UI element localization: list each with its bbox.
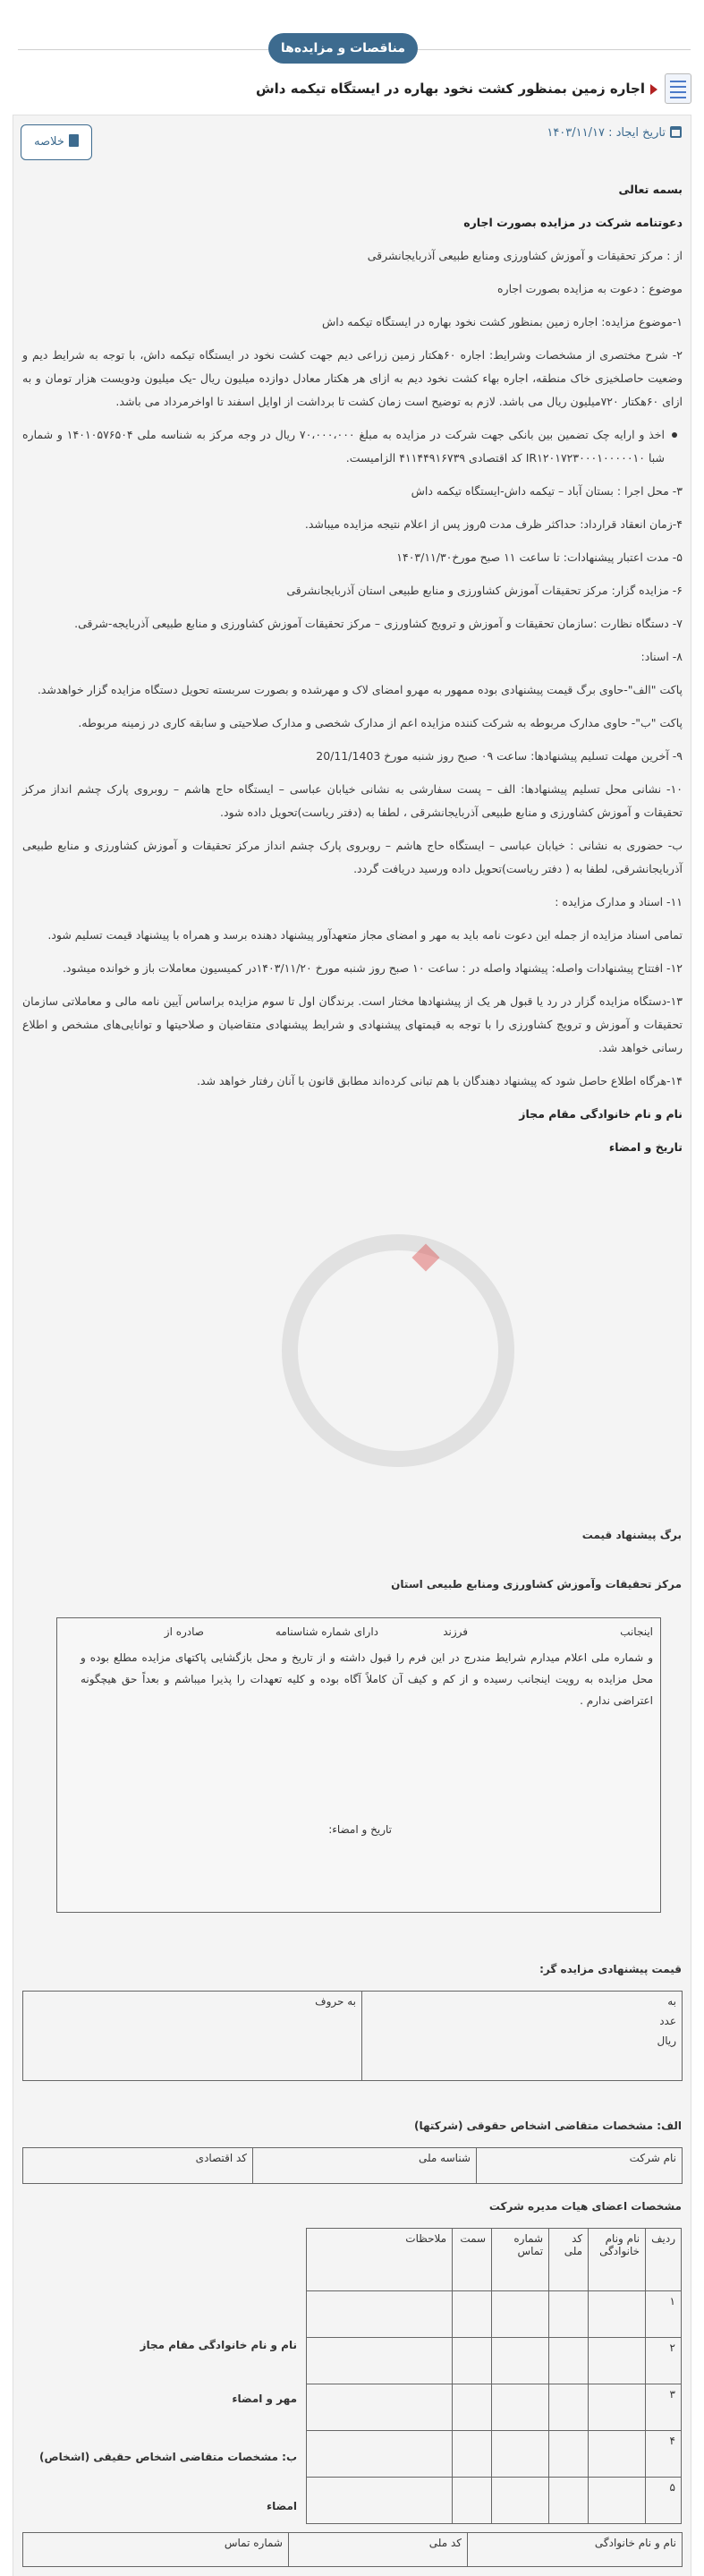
board-row-number: ۳: [646, 2384, 682, 2431]
board-col-notes: ملاحظات: [307, 2229, 453, 2291]
price-number-cell: [362, 1992, 683, 2081]
announcement-heading: دعوتنامه شرکت در مزایده بصورت اجاره: [463, 216, 683, 229]
item-8-a: پاکت "الف"-حاوی برگ قیمت پیشنهادی بوده ممهور به مهرو امضای لاک و مهرشده و بصورت سربسته تحویل دستگاه مزایده گزار خواهدشد.: [37, 683, 683, 696]
offer-form-box: [56, 1617, 661, 1913]
from-line: از : مرکز تحقیقات و آموزش کشاورزی ومنابع طبیعی آذربایجانشرقی: [367, 249, 683, 262]
company-economic-code-header: کد اقتصادی: [23, 2148, 253, 2184]
company-title: الف: مشخصات متقاضی اشخاص حقوقی (شرکتها): [413, 2120, 682, 2132]
board-table: [306, 2228, 682, 2524]
summary-icon: [69, 134, 79, 147]
price-number-label: عدد: [659, 2015, 676, 2027]
board-col-national-id: کد ملی: [549, 2229, 589, 2291]
item-12: ۱۲- افتتاح پیشنهادات واصله: پیشنهاد واصله در : ساعت ۱۰ صبح روز شنبه مورخ ۱۴۰۳/۱۱/۲۰در کمیسیون معاملات باز و خوانده میشود.: [62, 961, 683, 975]
board-row-number: ۱: [646, 2291, 682, 2338]
signatory-name: نام و نام خانوادگی مقام مجاز: [519, 1107, 683, 1121]
form-signature: تاریخ و امضاء:: [328, 1823, 392, 1836]
form-declaration: و شماره ملی اعلام میدارم شرایط مندرج در این فرم را قبول داشته و از تاریخ و محل بازگشایی پاکتهای مزایده مطلع بوده و محل مزایده به رویت اینجانب رسیده و از کم و کیف آن کاملاً آگاه بوده و کلیه تعهدات را پذیرا میباشم و بعداً حق هیچگونه اعتراضی ندارم .: [81, 1651, 653, 1707]
item-3: ۳- محل اجرا : بستان آباد – تیکمه داش-ایستگاه تیکمه داش: [411, 484, 683, 498]
item-2: ۲- شرح مختصری از مشخصات وشرایط: اجاره ۶۰هکتار زمین زراعی دیم جهت کشت نخود در ایستگاه تیکمه داش، با توجه به شرایط دیم و وضعیت حاصلخیزی خاک منطقه، اجاره بهاء کشت نخود دیم به ازای هر هکتار معادل دوازده میلیون ریال -یک میلیون ودویست هزار تومان و به ازای ۶۰هکتار ۷۲۰میلیون ریال می باشد. لازم به توضیح است زمان کشت تا برداشت از اوایل اسفند تا اواخرمرداد می باشد.: [22, 348, 683, 408]
arrow-left-icon: [650, 84, 657, 95]
board-row-number: ۵: [646, 2478, 682, 2524]
date-value: ۱۴۰۳/۱۱/۱۷: [547, 126, 605, 140]
natural-person-title: ب: مشخصات متقاضی اشخاص حقیقی (اشخاص): [39, 2451, 297, 2463]
board-col-phone: شماره تماس: [492, 2229, 549, 2291]
person-name-header: نام و نام خانوادگی: [468, 2533, 683, 2567]
item-4: ۴-زمان انعقاد قرارداد: حداکثر ظرف مدت ۵روز پس از اعلام نتیجه مزایده میباشد.: [304, 517, 683, 531]
watermark-ring: [282, 1234, 514, 1467]
company-name-header: نام شرکت: [477, 2148, 683, 2184]
board-row-number: ۲: [646, 2338, 682, 2384]
item-10-a: ۱۰- نشانی محل تسلیم پیشنهادها: الف – پست سفارشی به نشانی خیابان عباسی – ایستگاه حاج هاشم – روبروی پارک چشم انداز مرکز تحقیقات و آموزش کشاورزی و منابع طبیعی آذربایجانشرقی ، لطفا به (دفتر ریاست)تحویل داده شود.: [22, 782, 683, 819]
summary-label: خلاصه: [34, 135, 64, 149]
announcement-body: [22, 178, 683, 1169]
form-title: برگ پیشنهاد قیمت: [581, 1529, 682, 1541]
price-table: [22, 1991, 683, 2081]
board-stamp: مهر و امضاء: [232, 2393, 297, 2405]
item-8: ۸- اسناد:: [640, 650, 683, 663]
item-9: ۹- آخرین مهلت تسلیم پیشنهادها: ساعت ۰۹ صبح روز شنبه مورخ 20/11/1403: [316, 749, 683, 763]
item-6: ۶- مزایده گزار: مرکز تحقیقات آموزش کشاورزی و منابع طبیعی استان آذربایجانشرقی: [286, 584, 683, 597]
person-phone-header: شماره تماس: [23, 2533, 289, 2567]
content-panel: [13, 115, 691, 2576]
price-title: قیمت پیشنهادی مزایده گر:: [539, 1963, 682, 1975]
board-col-position: سمت: [453, 2229, 492, 2291]
summary-button[interactable]: [21, 124, 92, 160]
company-id-header: شناسه ملی: [253, 2148, 477, 2184]
date-label: تاریخ ایجاد :: [608, 126, 666, 140]
page-title: اجاره زمین بمنظور کشت نخود بهاره در ایستگاه تیکمه داش: [255, 81, 645, 97]
subject-line: موضوع : دعوت به مزایده بصورت اجاره: [497, 282, 683, 295]
basmala: بسمه تعالی: [618, 183, 683, 196]
person-id-header: کد ملی: [289, 2533, 468, 2567]
item-8-b: پاکت "ب"- حاوی مدارک مربوطه به شرکت کننده مزایده اعم از مدارک شخصی و مدارک صلاحیتی و سابقه کاری در زمینه مربوطه.: [78, 716, 683, 729]
item-13: ۱۳-دستگاه مزایده گزار در رد یا قبول هر یک از پیشنهادها مختار است. برندگان اول تا سوم مزایده براساس آیین نامه مالی و معاملاتی سازمان تحقیقات و آموزش و ترویج کشاورزی را با توجه به قیمتهای پیشنهادی و شرایط پیشنهادی متقاضیان و صلاحیتها و توانایی‌های مشخص و اطلاع رسانی خواهد شد.: [22, 994, 683, 1054]
price-letters-label: به حروف: [315, 1995, 356, 2008]
board-col-row: ردیف: [646, 2229, 682, 2291]
item-5: ۵- مدت اعتبار پیشنهادات: تا ساعت ۱۱ صبح مورخ۱۴۰۳/۱۱/۳۰: [396, 550, 683, 564]
board-title: مشخصات اعضای هیات مدیره شرکت: [488, 2200, 682, 2213]
document-icon: [665, 73, 691, 104]
company-table: [22, 2147, 683, 2184]
signatory-date: تاریخ و امضاء: [608, 1140, 683, 1154]
person-table: [22, 2532, 683, 2567]
price-letters-cell: [23, 1992, 362, 2081]
item-7: ۷- دستگاه نظارت :سازمان تحقیقات و آموزش و ترویج کشاورزی – مرکز تحقیقات آموزش کشاورزی و منابع طبیعی آذربایجه-شرقی.: [74, 617, 683, 630]
item-11: ۱۱- اسناد و مدارک مزایده :: [555, 895, 683, 908]
page-header: [0, 0, 704, 125]
form-field-id-number: دارای شماره شناسنامه: [275, 1625, 378, 1638]
item-1: ۱-موضوع مزایده: اجاره زمین بمنظور کشت نخود بهاره در ایستگاه تیکمه داش: [321, 315, 683, 328]
board-row-number: ۴: [646, 2431, 682, 2478]
form-subtitle: مرکز تحقیقات وآموزش کشاورزی ومنابع طبیعی استان: [391, 1578, 682, 1591]
board-authority-name: نام و نام خانوادگی مقام مجاز: [140, 2339, 297, 2351]
item-2-bullet: اخذ و ارایه چک تضمین بین بانکی جهت شرکت در مزایده به مبلغ ۷۰،۰۰۰،۰۰۰ ریال در وجه مرکز به شناسه ملی ۱۴۰۱۰۵۷۶۵۰۴ و شماره شبا IR۱۲۰۱۷۲۳۰۰۰۱۰۰۰۰۰۱۰ کد اقتصادی ۴۱۱۴۴۹۱۶۷۳۹ الزامیست.: [22, 423, 683, 470]
form-field-issued: صادره از: [164, 1625, 204, 1638]
board-signature: امضاء: [266, 2500, 297, 2512]
form-field-father: فرزند: [443, 1625, 468, 1638]
calendar-icon: [670, 126, 682, 138]
item-11-text: تمامی اسناد مزایده از جمله این دعوت نامه باید به مهر و امضای مجاز متعهدآور پیشنهاد دهنده برسد و همراه با پیشنهاد قیمت تسلیم شود.: [47, 928, 683, 942]
price-rial-label: ریال: [657, 2034, 676, 2047]
price-to-label: به: [667, 1995, 676, 2008]
category-badge[interactable]: مناقصات و مزایده‌ها: [268, 33, 418, 64]
board-col-name: نام ونام خانوادگی: [589, 2229, 646, 2291]
item-10-b: ب- حضوری به نشانی : خیابان عباسی – ایستگاه حاج هاشم – روبروی پارک چشم انداز مرکز تحقیقات و آموزش کشاورزی و منابع طبیعی آذربایجانشرقی، لطفا به ( دفتر ریاست)تحویل داده ورسید دریافت گردد.: [22, 839, 683, 875]
item-14: ۱۴-هرگاه اطلاع حاصل شود که پیشنهاد دهندگان با هم تبانی کرده‌اند مطابق قانون با آنان رفتار خواهد شد.: [196, 1074, 683, 1088]
form-field-name: اینجانب: [620, 1625, 653, 1638]
creation-date: [547, 124, 682, 142]
